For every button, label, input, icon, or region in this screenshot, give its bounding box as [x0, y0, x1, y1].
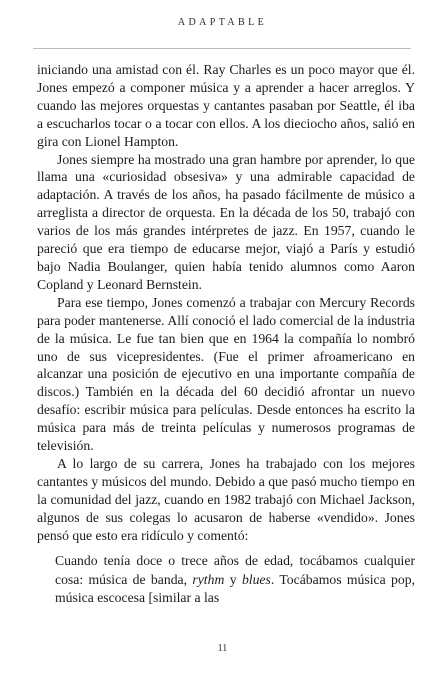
running-head: ADAPTABLE — [177, 17, 268, 28]
quote-part-2: y — [224, 571, 242, 587]
paragraph-2: Jones siempre ha mostrado una gran hambre por aprender, lo que llama una «curiosidad obsesiva» y una admirable capacidad de adaptación. A través de los años, ha pasado fácilmente de músico a arreglista a director de orquesta. En la década de los 50, trabajó con varios de los más grandes intérpretes de jazz. En 1957, cuando le pareció que era tiempo de educarse mejor, viajó a París y estudió bajo Nadia Boulanger, quien había tenido alumnos como Aaron Copland y Leonard Bernstein. — [37, 151, 415, 292]
block-quote — [55, 552, 415, 608]
quote-text — [55, 552, 415, 608]
quote-part-3: . Tocábamos música pop, música escocesa [similar a las — [55, 571, 415, 605]
page-number: 11 — [217, 643, 228, 654]
paragraph-3: Para ese tiempo, Jones comenzó a trabajar con Mercury Records para poder mantenerse. Allí conoció el lado comercial de la industria de la música. Le fue tan bien que en 1964 la compañía lo nombró uno de sus vicepresidentes. (Fue el primer afroamericano en alcanzar una posición de ejecutivo en una importante compañía de discos.) También en la década del 60 decidió afrontar un nuevo desafío: escribir música para películas. Desde entonces ha escrito la música para más de treinta películas y numerosos programas de televisión. — [37, 294, 415, 454]
body-text — [37, 61, 415, 544]
quote-italic-rythm: rythm — [192, 571, 225, 587]
header-rule — [33, 48, 411, 49]
paragraph-4: A lo largo de su carrera, Jones ha trabajado con los mejores cantantes y músicos del mundo. Debido a que pasó mucho tiempo en la comunidad del jazz, cuando en 1982 trabajó con Michael Jackson, algunos de sus colegas lo acusaron de haberse «vendido». Jones pensó que esto era ridículo y comentó: — [37, 455, 415, 543]
quote-part-1: Cuando tenía doce o trece años de edad, tocábamos cualquier cosa: música de banda, — [55, 553, 415, 587]
quote-italic-blues: blues — [241, 571, 271, 587]
paragraph-1: iniciando una amistad con él. Ray Charles es un poco mayor que él. Jones empezó a componer música y a aprender a hacer arreglos. Y cuando las mejores orquestas y cantantes pasaban por Seattle, él iba a escucharlos tocar o a tocar con ellos. A los dieciocho años, salió en gira con Lionel Hampton. — [37, 62, 415, 149]
